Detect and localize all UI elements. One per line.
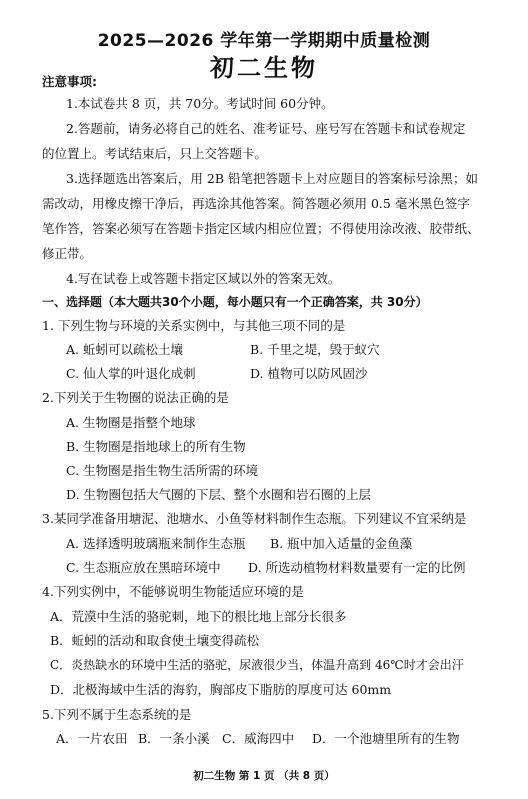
note-3b: 需改动，用橡皮擦干净后，再选涂其他答案。简答题必须用 0.5 毫米黑色签字 — [42, 196, 470, 211]
section-heading: 一、选择题（本大题共30个小题，每小题只有一个正确答案，共 30分） — [42, 295, 428, 309]
q5-option-b: B．一条小溪 — [138, 731, 210, 746]
q4-option-b: B．蚯蚓的活动和取食使土壤变得疏松 — [50, 633, 260, 648]
note-2a: 2.答题前，请务必将自己的姓名、准考证号、座号写在答题卡和试卷规定 — [66, 121, 466, 136]
q4-option-c: C．炎热缺水的环境中生活的骆驼，尿液很少当，体温升高到 46℃时才会出汗 — [50, 658, 464, 672]
q2-option-b: B. 生物圈是指地球上的所有生物 — [66, 439, 246, 454]
question-5-stem: 5.下列不属于生态系统的是 — [42, 707, 192, 722]
exam-title: 2025—2026 学年第一学期期中质量检测 — [97, 31, 431, 51]
note-2b: 的位置上。考试结束后，只上交答题卡。 — [42, 146, 268, 161]
question-3-stem: 3.某同学准备用塘泥、池塘水、小鱼等材料制作生态瓶。下列建议不宜采纳是 — [42, 511, 467, 526]
question-2-stem: 2.下列关于生物圈的说法正确的是 — [42, 390, 229, 405]
q2-option-d: D. 生物圈包括大气圈的下层、整个水圈和岩石圈的上层 — [66, 487, 372, 502]
q1-option-b: B. 千里之堤，毁于蚁穴 — [250, 342, 380, 357]
q1-option-d: D. 植物可以防风固沙 — [250, 366, 368, 381]
question-1-stem: 1. 下列生物与环境的关系实例中，与其他三项不同的是 — [42, 318, 346, 333]
q3-option-c: C. 生态瓶应放在黑暗环境中 — [66, 560, 221, 575]
q3-option-d: D. 所选动植物材料数量要有一定的比例 — [248, 560, 466, 575]
q3-option-a: A. 选择透明玻璃瓶来制作生态瓶 — [66, 536, 246, 551]
note-4: 4.写在试卷上或答题卡指定区域以外的答案无效。 — [66, 271, 341, 286]
q4-option-a: A．荒漠中生活的骆驼刺，地下的根比地上部分长很多 — [50, 609, 347, 624]
question-4-stem: 4.下列实例中，不能够说明生物能适应环境的是 — [42, 584, 304, 599]
note-3a: 3.选择题选出答案后，用 2B 铅笔把答题卡上对应题目的答案标号涂黑；如 — [66, 171, 479, 186]
page-footer: 初二生物 第 1 页 （共 8 页） — [193, 770, 335, 782]
q5-option-a: A．一片农田 — [56, 731, 128, 746]
q1-option-a: A. 蚯蚓可以疏松土壤 — [66, 342, 183, 357]
q1-option-c: C. 仙人掌的叶退化成刺 — [66, 366, 196, 381]
note-1: 1.本试卷共 8 页，共 70分。考试时间 60分钟。 — [66, 96, 334, 111]
q5-option-d: D．一个池塘里所有的生物 — [312, 731, 460, 746]
q4-option-d: D．北极海域中生活的海豹，胸部皮下脂肪的厚度可达 60mm — [50, 682, 392, 697]
q5-option-c: C．威海四中 — [222, 731, 295, 746]
q2-option-c: C. 生物圈是指生物生活所需的环境 — [66, 463, 259, 478]
subject-title: 初二生物 — [210, 54, 318, 82]
q2-option-a: A. 生物圈是指整个地球 — [66, 415, 196, 430]
notes-heading: 注意事项: — [42, 74, 97, 89]
note-3c: 笔作答，答案必须写在答题卡指定区域内相应位置；不得使用涂改液、胶带纸、 — [42, 221, 480, 236]
note-3d: 修正带。 — [42, 246, 93, 261]
q3-option-b: B. 瓶中加入适量的金鱼藻 — [270, 536, 413, 551]
